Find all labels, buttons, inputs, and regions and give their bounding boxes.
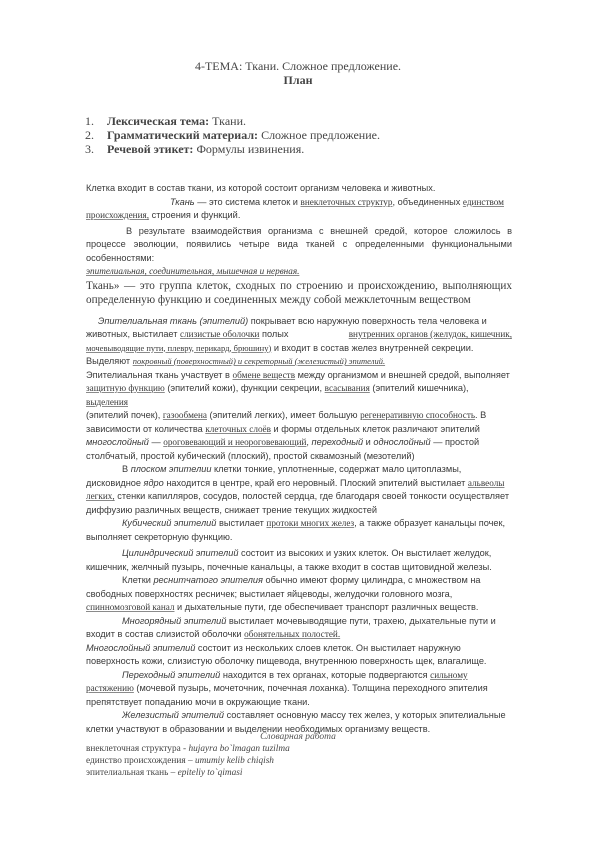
text: находится в тех органах, которые подвергаются xyxy=(220,669,431,680)
body-text xyxy=(86,182,512,736)
link[interactable]: ороговевающий и неороговевающий xyxy=(163,437,307,447)
paragraph xyxy=(86,709,512,723)
text: покрывает всю наружную поверхность тела человека и xyxy=(248,315,487,326)
term: плоском эпителии xyxy=(130,464,212,474)
paragraph: выполняет секреторную функцию. xyxy=(86,531,233,542)
link[interactable]: выделения xyxy=(86,396,128,407)
text: — простой xyxy=(430,437,480,447)
text: Эпителиальная ткань участвует в xyxy=(86,369,233,380)
term: переходный xyxy=(311,437,364,447)
paragraph xyxy=(86,547,512,561)
term: Цилиндрический эпителий xyxy=(122,548,239,558)
term: Железистый эпителий xyxy=(122,710,225,720)
paragraph: эпителиальная, соединительная, мышечная и нервная. xyxy=(86,266,300,276)
text: зависимости от количества xyxy=(86,423,206,434)
link[interactable]: мочевыводящие пути, плевру, перикард, брюшину) xyxy=(86,342,272,353)
text: состоит из высоких и узких клеток. Он выстилает желудок, xyxy=(238,548,492,558)
plan-item-label: Грамматический материал: xyxy=(107,128,259,142)
vocab-item xyxy=(86,755,290,767)
link[interactable]: спинномозговой канал xyxy=(86,602,175,612)
vocab-ru: единство происхождения – xyxy=(86,756,193,766)
text: . В xyxy=(475,410,487,420)
vocab-item xyxy=(86,743,290,755)
text: Клетки xyxy=(122,575,154,585)
plan-item-value: Формулы извинения. xyxy=(193,142,305,156)
link[interactable]: единством xyxy=(462,196,504,207)
link[interactable]: легких, xyxy=(86,491,115,501)
text: и входит в состав желез внутренней секреции. xyxy=(271,342,474,353)
text: — это система клеток и xyxy=(194,196,301,207)
vocab-title: Словарная работа xyxy=(260,732,336,742)
link[interactable]: сильному xyxy=(430,669,468,680)
paragraph xyxy=(86,355,512,369)
paragraph: кишечник, желчный пузырь, почечные канальцы, а также входит в состав щитовидной железы. xyxy=(86,561,492,572)
text: и xyxy=(363,437,374,447)
text: полых xyxy=(259,329,289,339)
term: Ткань xyxy=(170,196,195,207)
plan-item xyxy=(85,142,380,156)
paragraph xyxy=(86,315,512,329)
text: дисковидное xyxy=(86,477,144,488)
paragraph xyxy=(86,369,512,383)
paragraph xyxy=(86,490,512,504)
paragraph xyxy=(86,382,512,409)
text: Выделяют xyxy=(86,356,133,366)
text: клетки тонкие, уплотненные, содержат мало цитоплазмы, xyxy=(211,464,462,474)
link[interactable]: протоки многих желез xyxy=(266,518,355,528)
plan-item xyxy=(85,128,380,142)
paragraph: свободных поверхностях ресничек; выстилает яйцеводы, желудочки головного мозга, xyxy=(86,588,453,599)
paragraph xyxy=(86,669,512,683)
vocab-item xyxy=(86,767,290,779)
plan-item-value: Сложное предложение. xyxy=(258,128,380,142)
term: Кубический эпителий xyxy=(122,518,217,528)
vocab-uz: umumiy kelib chiqish xyxy=(192,756,274,766)
vocab-ru: внеклеточная структура - xyxy=(86,744,189,754)
text: (эпителий кожи), функции секреции, xyxy=(164,383,325,393)
text: входит в состав слизистой оболочки xyxy=(86,629,245,639)
text: составляет основную массу тех желез, у которых эпителиальные xyxy=(224,710,506,720)
plan-item-number: 2. xyxy=(85,128,94,142)
text: — xyxy=(148,437,164,447)
plan-heading: План xyxy=(283,73,313,87)
paragraph: столбчатый, простой кубический (плоский), простой сквамозный (мезотелий) xyxy=(86,450,415,461)
link[interactable]: клеточных слоёв xyxy=(205,423,271,434)
page-title: 4-ТЕМА: Ткани. Сложное предложение. xyxy=(194,59,402,73)
paragraph xyxy=(86,682,512,696)
term: многослойный xyxy=(86,437,149,447)
paragraph xyxy=(86,574,512,588)
paragraph: Ткань» — это группа клеток, сходных по строению и происхождению, выполняющих определенную функцию и соединенных между собой межклеточным веществом xyxy=(86,279,512,306)
text: выстилает мочевыводящие пути, трахею, дыхательные пути и xyxy=(226,615,496,626)
paragraph: В результате взаимодействия организма с внешней средой, которое сложилось в процессе эволюции, появились четыре вида тканей с определенными функциональными особенностями: xyxy=(86,225,512,263)
link[interactable]: защитную функцию xyxy=(86,383,165,393)
text: находится в центре, край его неровный. Плоский эпителий выстилает xyxy=(163,477,468,488)
vocab-uz: epiteliy to`qimasi xyxy=(175,768,243,778)
text: и формы отдельных клеток различают эпителий xyxy=(270,423,480,434)
term: реснитчатого эпителия xyxy=(153,575,263,585)
paragraph: клетки участвуют в образовании и выделении необходимых организму веществ. xyxy=(86,723,431,734)
text: животных, выстилает xyxy=(86,329,181,339)
term: ядро xyxy=(143,477,164,488)
text: , а также образует канальцы почек, xyxy=(354,518,506,528)
paragraph xyxy=(86,409,512,423)
paragraph xyxy=(86,601,512,615)
paragraph: поверхность кожи, слизистую оболочку пищевода, внутреннюю поверхность щек, влагалище. xyxy=(86,656,487,666)
link[interactable]: альвеолы xyxy=(467,477,505,488)
link[interactable]: покровный (поверхностный) и секреторный (железистый) эпителий. xyxy=(132,356,386,366)
paragraph xyxy=(86,328,512,342)
paragraph: Клетка входит в состав ткани, из которой состоит организм человека и животных. xyxy=(86,183,436,193)
paragraph xyxy=(86,517,512,531)
text: выстилает xyxy=(216,518,267,528)
plan-item-number: 3. xyxy=(85,142,94,156)
paragraph xyxy=(86,628,512,642)
term: Многорядный эпителий xyxy=(122,615,227,626)
term: Эпителиальная ткань (эпителий) xyxy=(98,315,249,326)
paragraph xyxy=(86,477,512,491)
text: , xyxy=(306,437,312,447)
paragraph xyxy=(86,615,512,629)
paragraph xyxy=(86,423,512,437)
paragraph xyxy=(86,196,512,210)
paragraph xyxy=(86,642,512,656)
link[interactable]: обмене веществ xyxy=(232,369,296,380)
text: состоит из нескольких слоев клеток. Он выстилает наружную xyxy=(195,642,461,653)
plan-item xyxy=(85,114,380,128)
plan-item-label: Лексическая тема: xyxy=(107,114,210,128)
link[interactable]: происхождения, xyxy=(86,210,150,220)
text: (эпителий почек), xyxy=(86,410,163,420)
text: между организмом и внешней средой, выполняет xyxy=(295,369,510,380)
text: строения и функций. xyxy=(149,210,241,220)
text: (эпителий кишечника), xyxy=(369,383,469,393)
plan-item-label: Речевой этикет: xyxy=(107,142,194,156)
text: обычно имеют форму цилиндра, с множеством на xyxy=(262,575,481,585)
paragraph xyxy=(86,342,512,356)
plan-list xyxy=(85,114,380,156)
plan-item-value: Ткани. xyxy=(209,114,246,128)
text: (мочевой пузырь, мочеточник, почечная лоханка). Толщина переходного эпителия xyxy=(133,683,488,693)
paragraph: препятствует попаданию мочи в окружающие ткани. xyxy=(86,696,310,707)
term: Переходный эпителий xyxy=(122,669,221,680)
vocab-ru: эпителиальная ткань – xyxy=(86,768,176,778)
vocab-list xyxy=(86,743,290,779)
text: , объединенных xyxy=(392,196,463,207)
paragraph: диффузию различных веществ, снижает трение текущих жидкостей xyxy=(86,504,377,515)
link[interactable]: слизистые оболочки xyxy=(180,329,260,339)
term: однослойный xyxy=(373,437,431,447)
paragraph xyxy=(86,209,512,223)
paragraph xyxy=(86,463,512,477)
link[interactable]: всасывания xyxy=(324,383,370,393)
vocab-uz: hujayra bo`lmagan tuzilma xyxy=(188,744,290,754)
link[interactable]: внутренних органов (желудок, кишечник, xyxy=(348,329,512,339)
text: В xyxy=(122,464,131,474)
link[interactable]: газообмена xyxy=(162,410,207,420)
paragraph xyxy=(86,436,512,450)
text: и дыхательные пути, где обеспечивает транспорт различных веществ. xyxy=(174,602,479,612)
text: стенки капилляров, сосудов, полостей сердца, где благодаря своей тонкости осуществляет xyxy=(114,491,510,501)
link[interactable]: растяжению xyxy=(86,683,134,693)
link[interactable]: регенеративную способность xyxy=(360,410,476,420)
link[interactable]: внеклеточных структур xyxy=(300,196,393,207)
plan-item-number: 1. xyxy=(85,114,94,128)
text: (эпителий легких), имеет большую xyxy=(207,410,361,420)
link[interactable]: обонятельных полостей. xyxy=(244,629,341,639)
term: Многослойный эпителий xyxy=(86,642,196,653)
